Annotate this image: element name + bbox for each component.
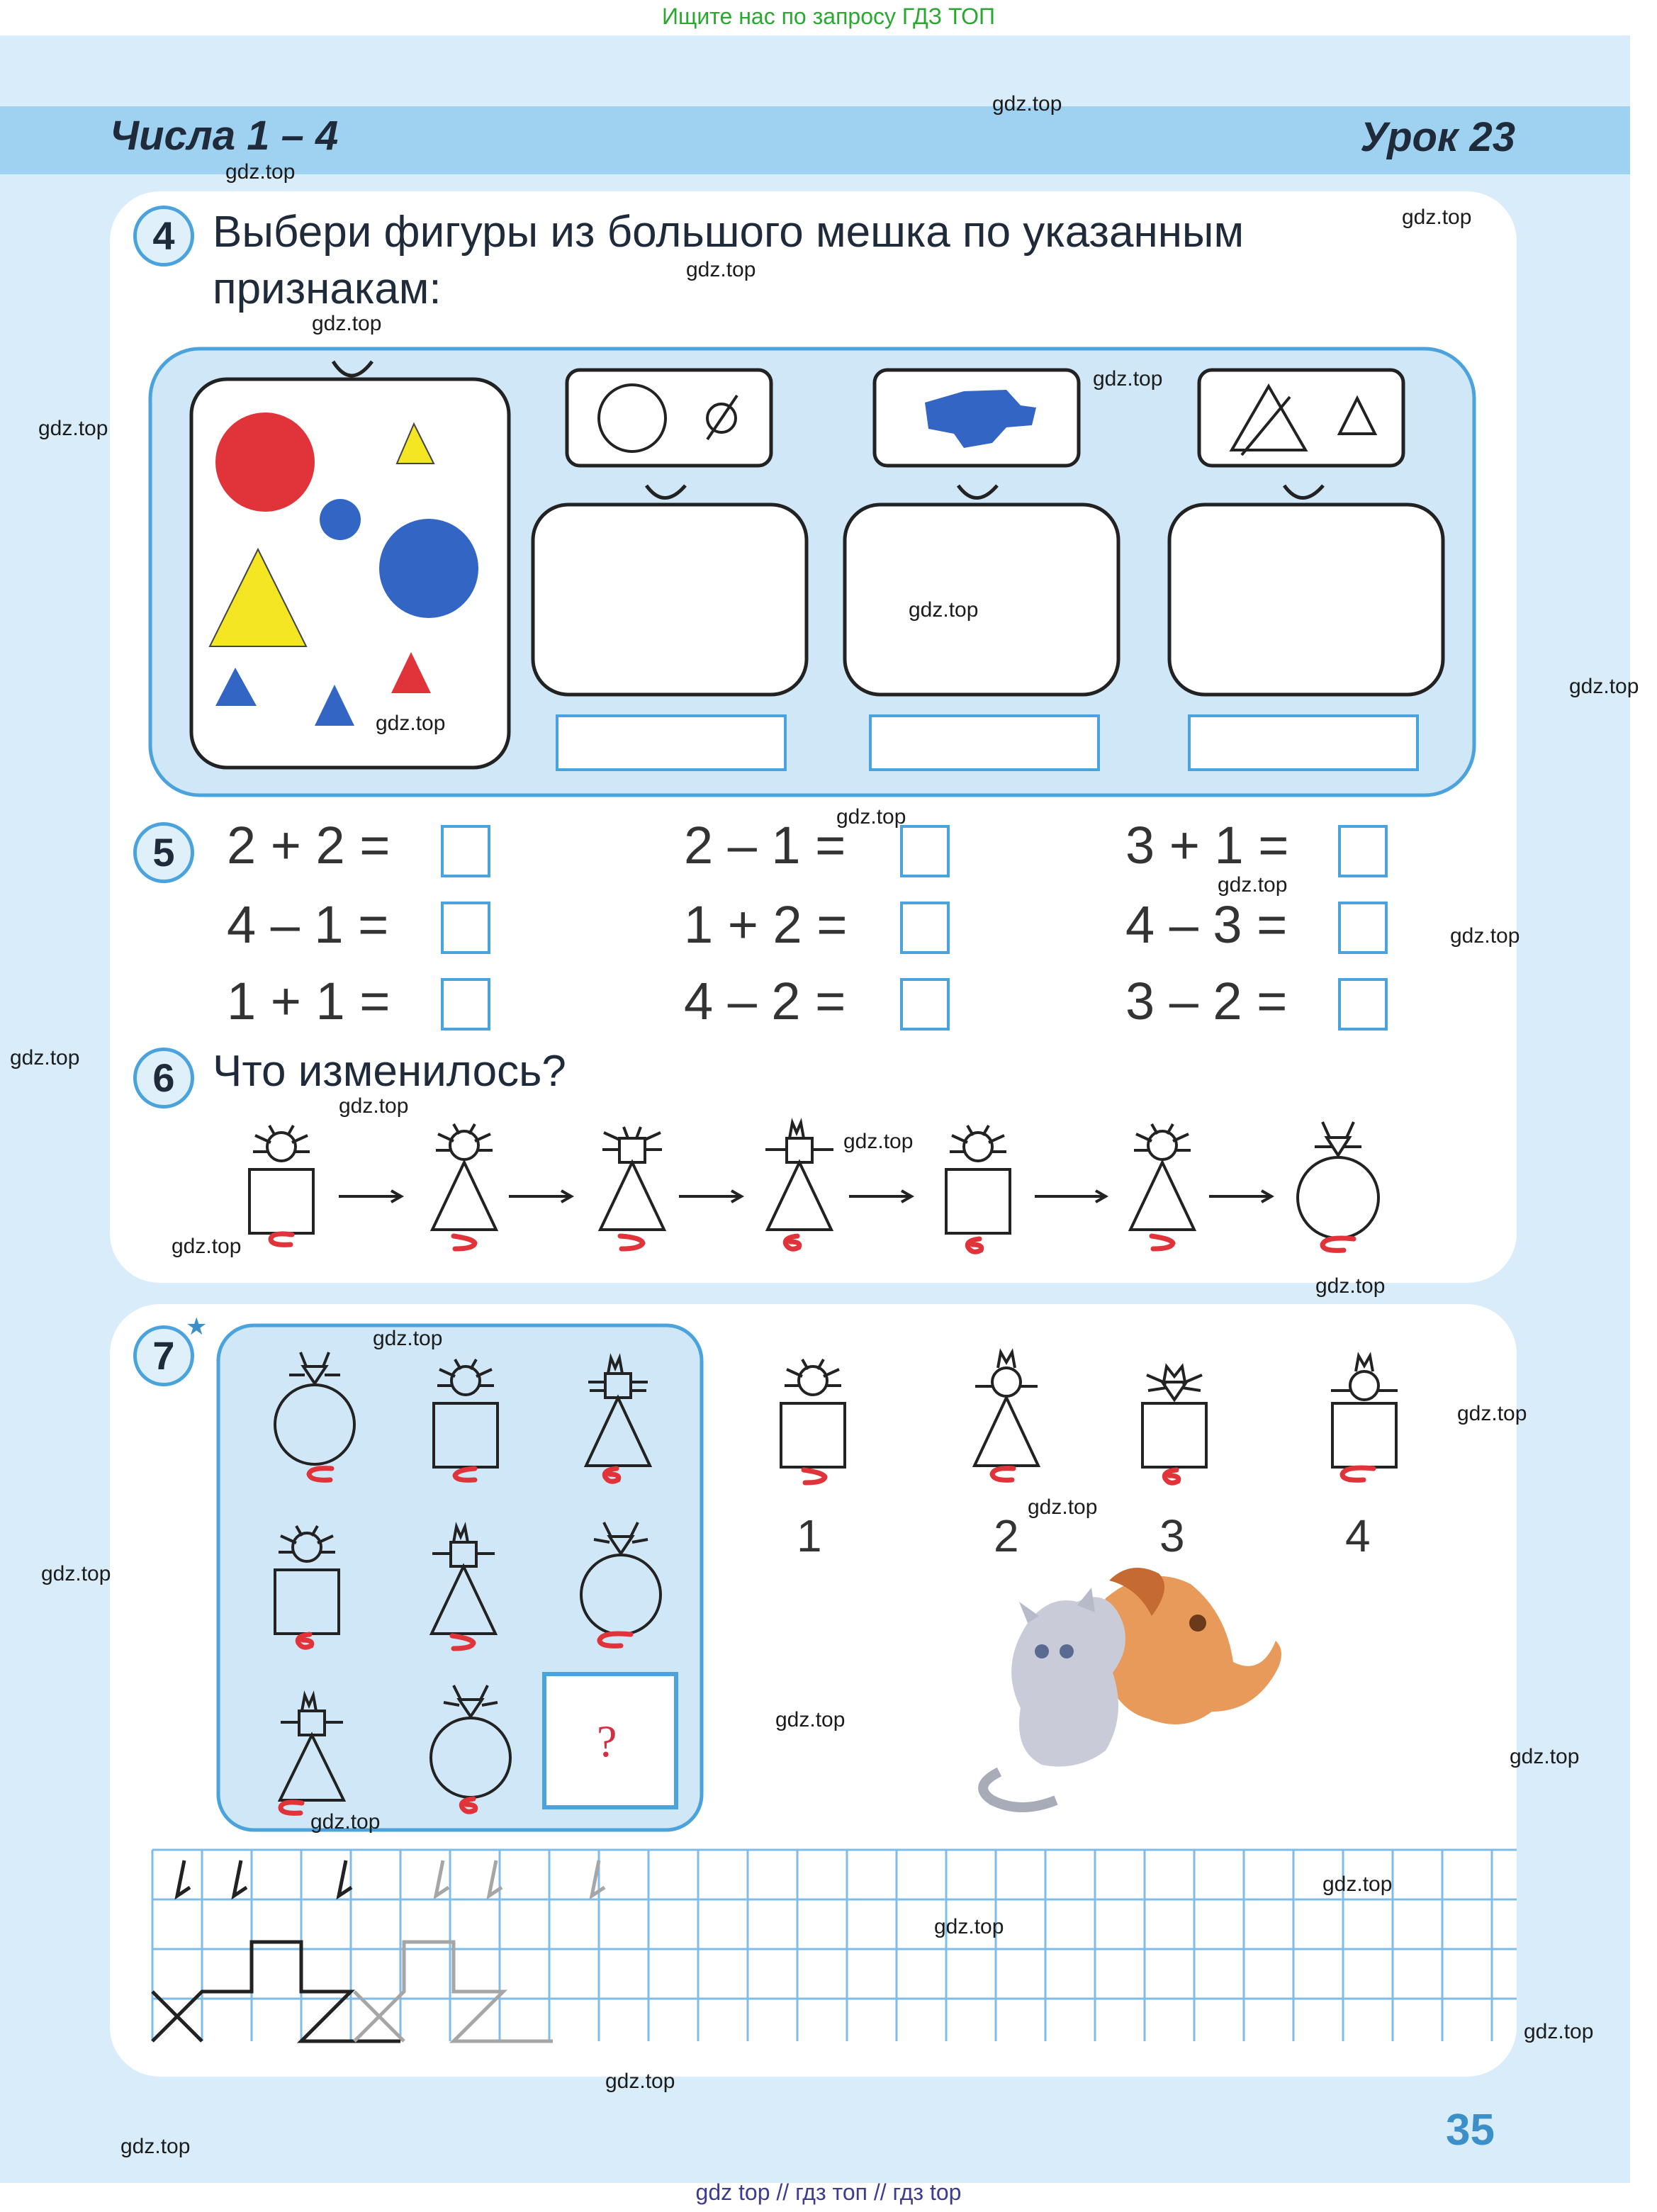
star-icon: ★: [186, 1313, 208, 1340]
task-5-number: 5: [133, 822, 194, 883]
equation-2-1: 2 – 1 =: [684, 816, 846, 875]
watermark: gdz.top: [1028, 1495, 1098, 1519]
option-label-1: 1: [797, 1510, 822, 1561]
watermark: gdz.top: [38, 417, 108, 440]
watermark: gdz.top: [41, 1562, 111, 1585]
question-mark: ?: [597, 1716, 617, 1766]
option-label-3: 3: [1159, 1510, 1185, 1561]
watermark: gdz.top: [1450, 924, 1520, 948]
watermark: gdz.top: [934, 1915, 1004, 1938]
watermark: gdz.top: [1322, 1873, 1393, 1896]
task-7-number: 7: [133, 1325, 194, 1386]
task-6-number: 6: [133, 1048, 194, 1108]
watermark: gdz.top: [836, 805, 906, 829]
top-banner: Ищите нас по запросу ГДЗ ТОП: [662, 4, 995, 29]
watermark: gdz.top: [373, 1327, 443, 1350]
watermark: gdz.top: [1093, 367, 1163, 391]
page-number: 35: [1446, 2106, 1495, 2155]
watermark: gdz.top: [312, 312, 382, 335]
watermark: gdz.top: [10, 1046, 80, 1069]
watermark: gdz.top: [1510, 1745, 1580, 1768]
watermark: gdz.top: [1569, 675, 1639, 698]
watermark: gdz.top: [775, 1708, 846, 1731]
equation-1-2: 4 – 1 =: [227, 895, 389, 954]
watermark: gdz.top: [605, 2070, 675, 2093]
watermark: gdz.top: [843, 1130, 914, 1153]
equation-2-2: 1 + 2 =: [684, 895, 848, 954]
watermark: gdz.top: [225, 160, 296, 184]
watermark: gdz.top: [1402, 206, 1472, 229]
watermark: gdz.top: [120, 2135, 191, 2158]
watermark: gdz.top: [1218, 873, 1288, 897]
watermark: gdz.top: [992, 92, 1062, 116]
watermark: gdz.top: [172, 1235, 242, 1258]
watermark: gdz.top: [1315, 1274, 1386, 1298]
option-label-2: 2: [994, 1510, 1019, 1561]
task-4-text-line2: признакам:: [213, 264, 442, 313]
task-4-number: 4: [133, 206, 194, 266]
watermark: gdz.top: [909, 598, 979, 622]
option-label-4: 4: [1345, 1510, 1371, 1561]
watermark: gdz.top: [686, 258, 756, 281]
equation-3-3: 3 – 2 =: [1125, 972, 1288, 1031]
lesson-title: Урок 23: [1360, 114, 1515, 160]
equation-2-3: 4 – 2 =: [684, 972, 846, 1031]
watermark: gdz.top: [339, 1094, 409, 1118]
watermark: gdz.top: [376, 712, 446, 735]
watermark: gdz.top: [1457, 1402, 1527, 1425]
equation-3-1: 3 + 1 =: [1125, 816, 1289, 875]
equation-1-1: 2 + 2 =: [227, 816, 391, 875]
equation-3-2: 4 – 3 =: [1125, 895, 1288, 954]
equation-1-3: 1 + 1 =: [227, 972, 391, 1031]
watermark: gdz.top: [1524, 2020, 1594, 2043]
task-6-text: Что изменилось?: [213, 1047, 566, 1096]
footer-links: gdz top // гдз топ // гдз top: [695, 2179, 962, 2205]
watermark: gdz.top: [310, 1810, 381, 1834]
topic-title: Числа 1 – 4: [110, 113, 339, 159]
task-4-text-line1: Выбери фигуры из большого мешка по указанным: [213, 208, 1245, 257]
